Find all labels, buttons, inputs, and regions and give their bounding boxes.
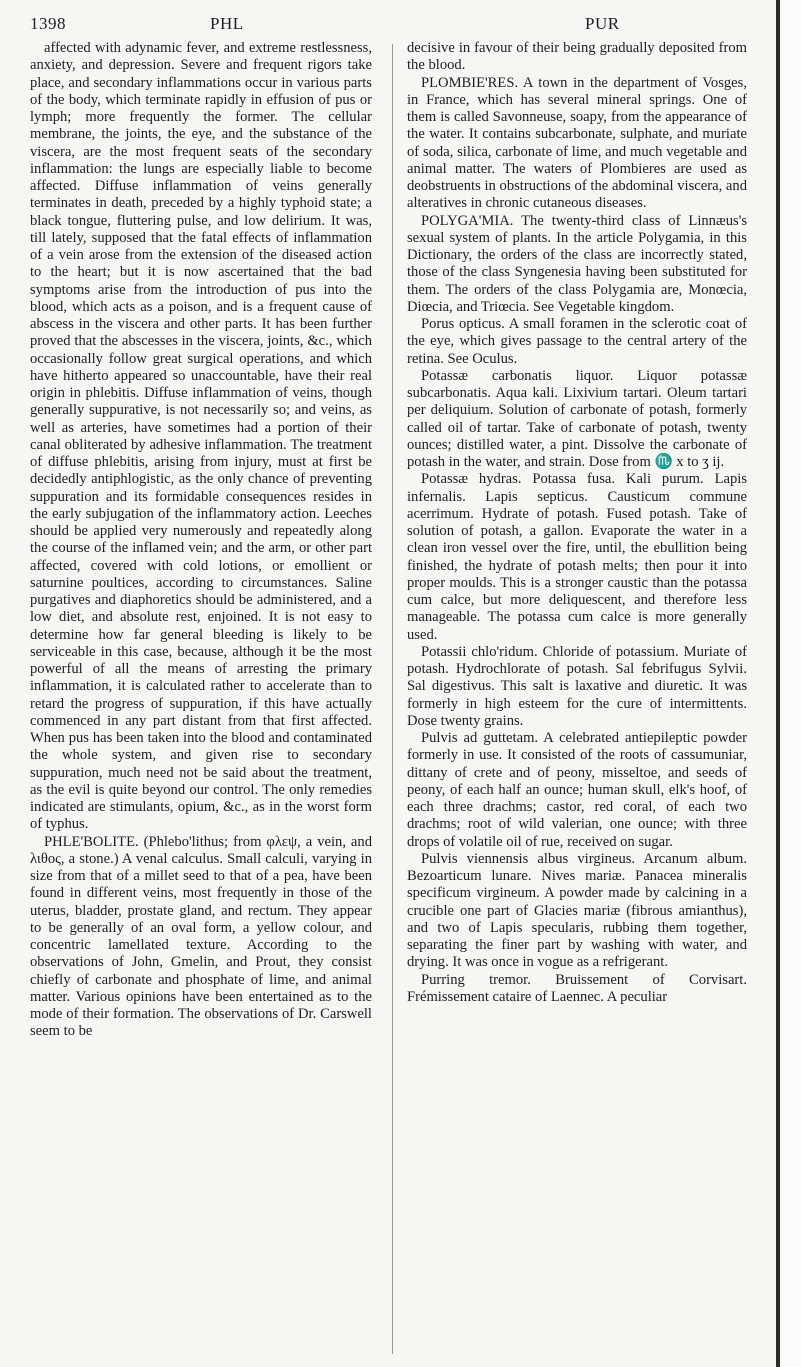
column-divider: [392, 44, 393, 1354]
entry-potassae-carbonatis-liquor: Potassæ carbonatis liquor. Liquor potassæ subcarbonatis. Aqua kali. Lixivium tartari. Oleum tartari per deliquium. Solution of carbonate of potash, formerly called oil of tartar. Take of carbonate of potash, twenty ounces; distilled water, a pint. Dissolve the carbonate of potash in the water, and strain. Dose from ♏ x to ʒ ij.: [407, 367, 747, 470]
page-binding-edge: [776, 0, 780, 1367]
paragraph-phlebitis-continued: affected with adynamic fever, and extreme restlessness, anxiety, and depression. Severe and frequent rigors take place, and secondary inflammations occur in various parts of the body, which terminate rapidly in effusion of pus or lymph; more frequently the former. The cellular membrane, the joints, the eye, and the substance of the viscera, are the most frequent seats of the secondary inflammation: the lungs are especially liable to become affected. Diffuse inflammation of veins generally terminates in death, preceded by a highly typhoid state; a black tongue, fluttering pulse, and low delirium. It was, till lately, supposed that the fatal effects of inflammation of a vein arose from the extension of the diseased action to the heart; but it is now ascertained that the bad symptoms arise from the introduction of pus into the blood, which acts as a poison, and is a frequent cause of abscess in the viscera and other parts. It has been further proved that the abscesses in the viscera, joints, &c., which occasionally follow great surgical operations, and which have hitherto appeared so unaccountable, have their real origin in phlebitis. Diffuse inflammation of veins, though generally suppurative, is not necessarily so; and veins, as well as arteries, have sometimes had a portion of their canal obliterated by adhesive inflammation. The treatment of diffuse phlebitis, arising from injury, must at first be decidedly antiphlogistic, as the only chance of preventing suppuration and its formidable consequences resides in the early subjugation of the inflammatory action. Leeches should be applied very numerously and repeatedly along the course of the inflamed vein; and the arm, or other part affected, covered with cold lotions, or emollient or saturnine poultices, according to circumstances. Saline purgatives and diaphoretics should be administered, and a low diet, and absolute rest, enjoined. It is not easy to determine how far general bleeding is likely to be serviceable in this case, because, although it be the most powerful of all the means of arresting the primary inflammation, it is calculated rather to accelerate than to retard the progress of suppuration, if this have actually commenced in any part distant from that first affected. When pus has been taken into the blood and contaminated the whole system, and given rise to secondary suppuration, much need not be said about the treatment, as the evil is quite beyond our control. The only remedies indicated are stimulants, opium, &c., as in the worst form of typhus.: [30, 40, 372, 833]
entry-potassii-chloridum: Potassii chlo'ridum. Chloride of potassium. Muriate of potash. Hydrochlorate of potash. Sal febrifugus Sylvii. Sal digestivus. This salt is laxative and diuretic. It was formerly in high esteem for the cure of intermittents. Dose twenty grains.: [407, 643, 747, 729]
entry-porus-opticus: Porus opticus. A small foramen in the sclerotic coat of the eye, which gives passage to the central artery of the retina. See Oculus.: [407, 316, 747, 367]
entry-plombieres: PLOMBIE'RES. A town in the department of Vosges, in France, which has several mineral springs. One of them is called Savonneuse, soapy, from the appearance of the water. It contains subcarbonate, sulphate, and muriate of soda, silica, carbonate of lime, and much vegetable and animal matter. The waters of Plombieres are used as deobstruents in obstructions of the abdominal viscera, and alteratives in chronic cutaneous diseases.: [407, 74, 747, 212]
page-margin-strip: [782, 0, 801, 1367]
left-running-head: PHL: [210, 14, 244, 33]
entry-pulvis-viennensis: Pulvis viennensis albus virgineus. Arcanum album. Bezoarticum lunare. Nives mariæ. Panacea mineralis specificum virgineum. A powder made by calcining in a crucible one part of Glacies mariæ (fibrous amianthus), and two of Lapis specularis, rubbing them together, separating the finer part by washing with water, and drying. It was once in vogue as a refrigerant.: [407, 850, 747, 971]
entry-potassae-hydras: Potassæ hydras. Potassa fusa. Kali purum. Lapis infernalis. Lapis septicus. Causticum commune acerrimum. Hydrate of potash. Fused potash. Take of solution of potash, a gallon. Evaporate the water in a clean iron vessel over the fire, until, the ebullition being finished, the hydrate of potash melts; then pour it into proper moulds. This is a stronger caustic than the potassa cum calce, but more deliquescent, and therefore less manageable. The potassa cum calce is more generally used.: [407, 471, 747, 643]
entry-polygamia: POLYGA'MIA. The twenty-third class of Linnæus's sexual system of plants. In the article Polygamia, in this Dictionary, the orders of the class are incorrectly stated, those of the class Syngenesia having been substituted for them. The orders of the class Polygamia are, Monœcia, Diœcia, and Triœcia. See Vegetable kingdom.: [407, 212, 747, 315]
entry-purring-tremor: Purring tremor. Bruissement of Corvisart. Frémissement cataire of Laennec. A peculiar: [407, 971, 747, 1005]
entry-pulvis-ad-guttetam: Pulvis ad guttetam. A celebrated antiepileptic powder formerly in use. It consisted of the roots of cassumuniar, dittany of crete and of peony, misseltoe, and seeds of peony, of each half an ounce; human skull, elk's hoof, of each three drachms; castor, red coral, of each two drachms; root of wild valerian, one ounce; with three drops of volatile oil of rue, received on sugar.: [407, 730, 747, 850]
right-column: [407, 40, 747, 1006]
running-header: [30, 14, 772, 38]
entry-phlebolite: PHLE'BOLITE. (Phlebo'lithus; from φλεψ, a vein, and λιθος, a stone.) A venal calculus. Small calculi, varying in size from that of a millet seed to that of a pea, have been found in different veins, most frequently in those of the uterus, bladder, prostate gland, and rectum. They appear to be generally of an oval form, a yellow colour, and concentric lamellated texture. According to the observations of John, Gmelin, and Prout, they consist chiefly of carbonate and phosphate of lime, and animal matter. Various opinions have been entertained as to the mode of their formation. The observations of Dr. Carswell seem to be: [30, 833, 372, 1040]
left-column: [30, 40, 372, 1041]
page-number: 1398: [30, 14, 66, 33]
right-running-head: PUR: [585, 14, 620, 33]
paragraph-phlebolite-continued: decisive in favour of their being gradually deposited from the blood.: [407, 40, 747, 74]
